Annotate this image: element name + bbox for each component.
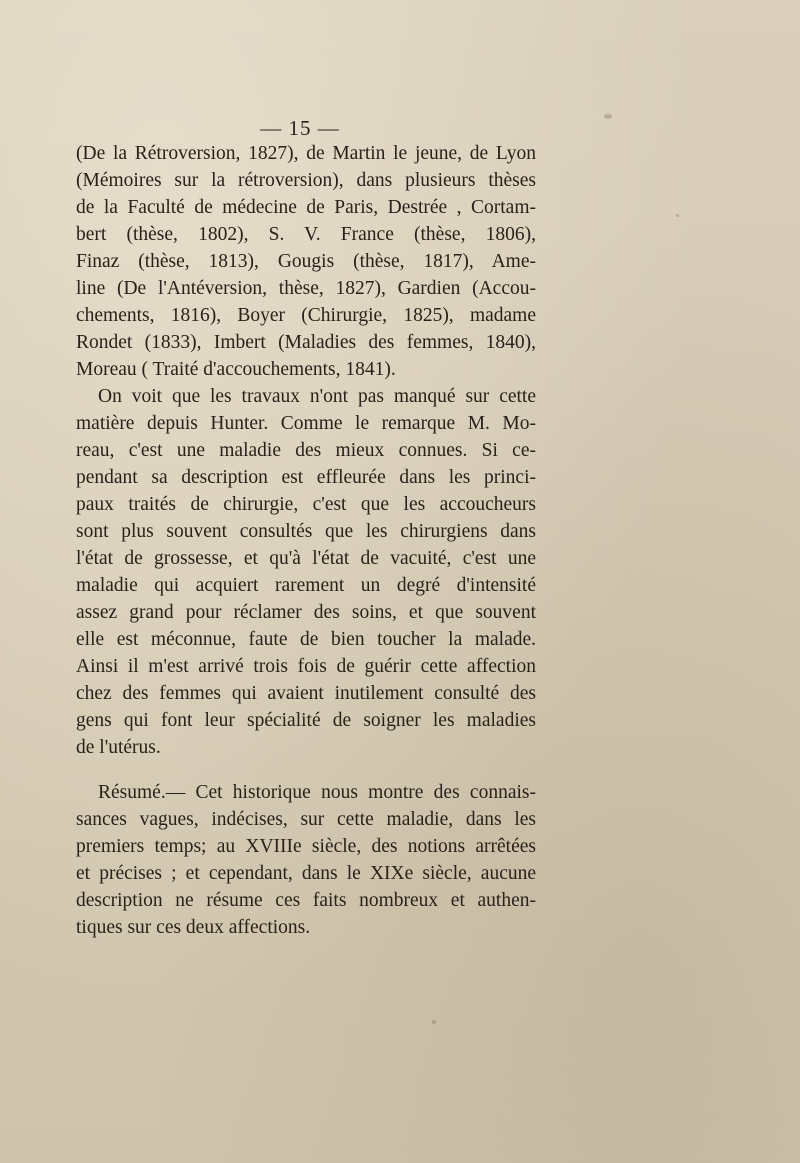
text-line: (Mémoires sur la rétroversion), dans plusieurs thèses	[76, 170, 536, 191]
text-line: sont plus souvent consultés que les chirurgiens dans	[76, 521, 536, 542]
paper-stain	[604, 114, 612, 119]
text-line: (De la Rétroversion, 1827), de Martin le jeune, de Lyon	[76, 143, 536, 164]
text-line: Rondet (1833), Imbert (Maladies des femmes, 1840),	[76, 332, 536, 353]
text-line: chez des femmes qui avaient inutilement consulté des	[76, 683, 536, 704]
text-line: et précises ; et cependant, dans le XIXe siècle, aucune	[76, 863, 536, 884]
page-number: — 15 —	[260, 116, 340, 140]
text-line: chements, 1816), Boyer (Chirurgie, 1825), madame	[76, 305, 536, 326]
paper-stain	[432, 1020, 436, 1024]
paragraph-bibliography	[76, 140, 536, 383]
text-line: gens qui font leur spécialité de soigner les maladies	[76, 710, 536, 731]
text-line: paux traités de chirurgie, c'est que les accoucheurs	[76, 494, 536, 515]
text-line: matière depuis Hunter. Comme le remarque M. Mo-	[76, 413, 536, 434]
text-line: Finaz (thèse, 1813), Gougis (thèse, 1817), Ame-	[76, 251, 536, 272]
text-line: de l'utérus.	[76, 737, 161, 758]
text-line: maladie qui acquiert rarement un degré d'intensité	[76, 575, 536, 596]
text-line: premiers temps; au XVIIIe siècle, des notions arrêtées	[76, 836, 536, 857]
text-line: l'état de grossesse, et qu'à l'état de vacuité, c'est une	[76, 548, 536, 569]
text-line: description ne résume ces faits nombreux et authen-	[76, 890, 536, 911]
text-line: Ainsi il m'est arrivé trois fois de guérir cette affection	[76, 656, 536, 677]
paper-stain	[676, 214, 679, 217]
text-line: line (De l'Antéversion, thèse, 1827), Gardien (Accou-	[76, 278, 536, 299]
text-line: tiques sur ces deux affections.	[76, 917, 311, 938]
text-line: de la Faculté de médecine de Paris, Destrée , Cortam-	[76, 197, 536, 218]
text-line: Moreau ( Traité d'accouchements, 1841).	[76, 359, 396, 380]
text-line: assez grand pour réclamer des soins, et que souvent	[76, 602, 536, 623]
text-line: pendant sa description est effleurée dans les princi-	[76, 467, 536, 488]
paragraph-resume	[76, 779, 536, 941]
text-line: Résumé.— Cet historique nous montre des connais-	[98, 782, 536, 803]
text-line: sances vagues, indécises, sur cette maladie, dans les	[76, 809, 536, 830]
paragraph-discussion	[76, 383, 536, 761]
text-line: reau, c'est une maladie des mieux connues. Si ce-	[76, 440, 536, 461]
text-line: bert (thèse, 1802), S. V. France (thèse, 1806),	[76, 224, 536, 245]
text-line: elle est méconnue, faute de bien toucher la malade.	[76, 629, 536, 650]
text-line: On voit que les travaux n'ont pas manqué sur cette	[98, 386, 536, 407]
